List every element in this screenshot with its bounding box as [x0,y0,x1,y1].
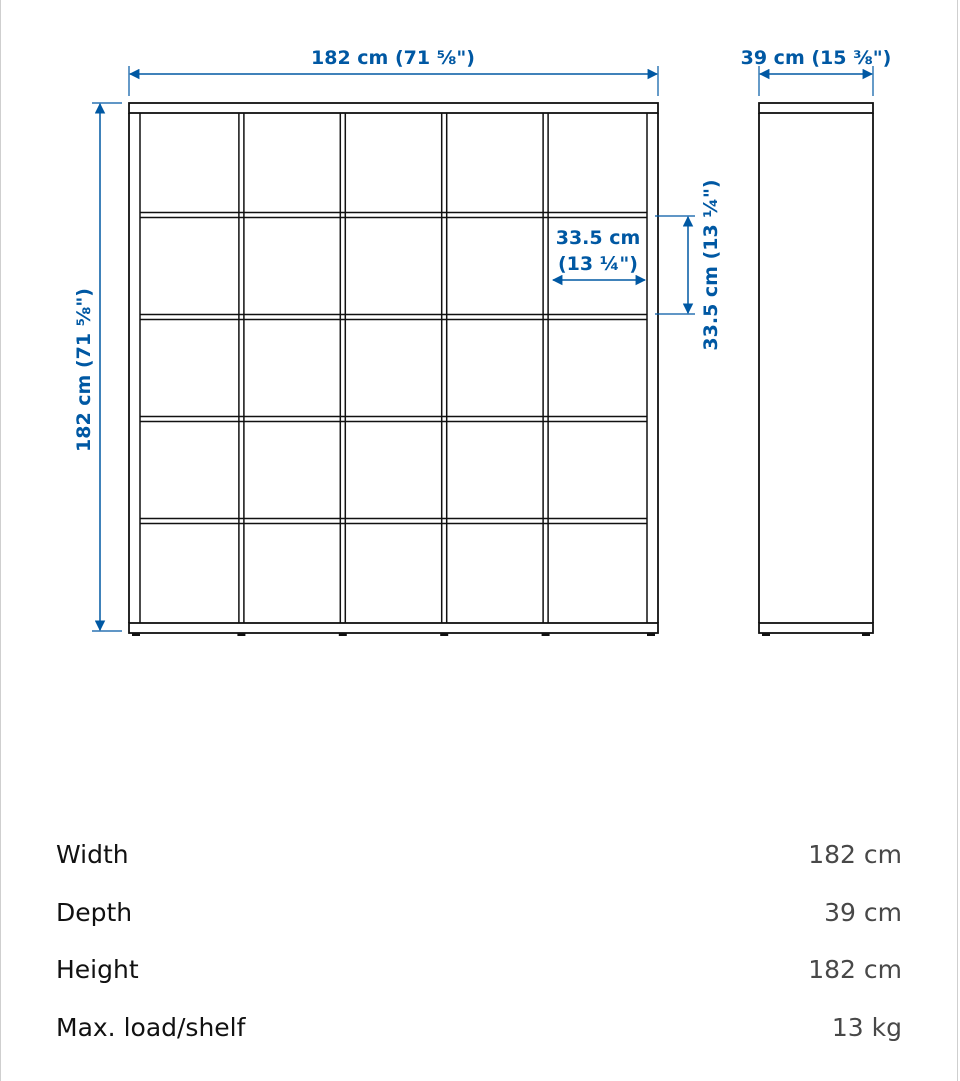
cell-width-dimension [553,227,645,280]
spec-label: Max. load/shelf [56,1012,246,1042]
width-dimension-label: 182 cm (71 ⅝") [311,47,475,69]
shelf-foot [339,633,347,636]
spec-label: Height [56,955,139,985]
spec-value: 39 cm [824,897,902,927]
spec-value: 13 kg [831,1012,902,1042]
shelf-side-view [759,103,873,636]
shelf-foot [132,633,140,636]
cell-height-label: 33.5 cm (13 ¼") [700,179,722,351]
shelf-foot [542,633,550,636]
spec-label: Width [56,840,129,870]
height-dimension-label: 182 cm (71 ⅝") [73,288,95,452]
spec-table [56,826,902,1056]
depth-dimension [741,47,892,96]
cell-height-dimension [655,179,722,350]
cell-width-label-in: (13 ¼") [558,253,638,275]
spec-label: Depth [56,897,133,927]
width-dimension [129,47,658,96]
shelf-foot [647,633,655,636]
shelf-foot [440,633,448,636]
spec-row [56,941,902,999]
spec-row [56,826,902,884]
cell-width-label-cm: 33.5 cm [555,227,641,249]
spec-row [56,884,902,942]
spec-value: 182 cm [808,955,902,985]
shelf-foot [237,633,245,636]
spec-value: 182 cm [808,840,902,870]
shelf-front-view [129,103,658,636]
spec-row [56,999,902,1057]
height-dimension [73,103,122,631]
depth-dimension-label: 39 cm (15 ⅜") [740,47,892,69]
cube-grid [140,113,647,623]
